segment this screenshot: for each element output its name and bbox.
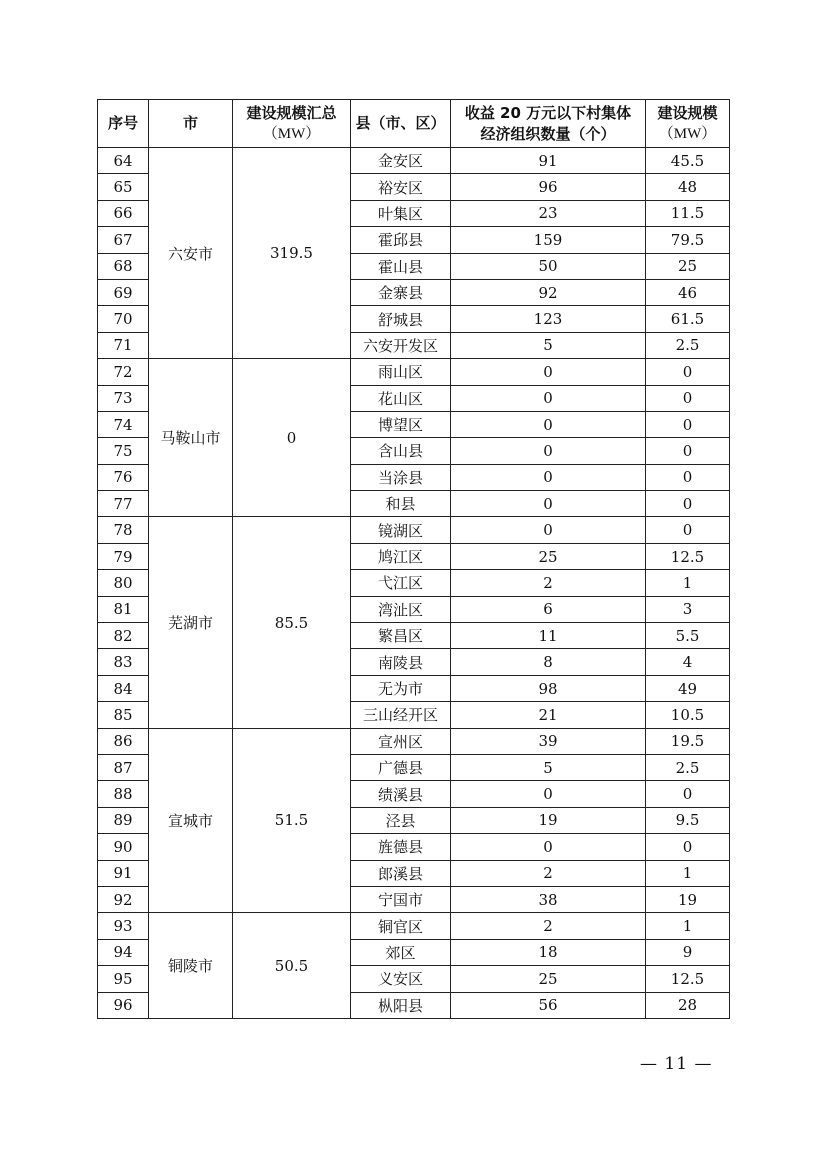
- seq-cell: 87: [98, 754, 149, 780]
- org-count-cell: 0: [451, 517, 646, 543]
- org-count-cell: 25: [451, 966, 646, 992]
- county-cell: 镜湖区: [351, 517, 451, 543]
- county-cell: 郎溪县: [351, 860, 451, 886]
- org-count-cell: 0: [451, 781, 646, 807]
- table-row: [98, 913, 730, 939]
- county-cell: 无为市: [351, 675, 451, 701]
- county-cell: 南陵县: [351, 649, 451, 675]
- county-cell: 湾沚区: [351, 596, 451, 622]
- scale-cell: 45.5: [646, 148, 730, 174]
- county-cell: 六安开发区: [351, 332, 451, 358]
- seq-cell: 67: [98, 227, 149, 253]
- seq-cell: 95: [98, 966, 149, 992]
- city-cell: 马鞍山市: [149, 359, 233, 517]
- org-count-cell: 159: [451, 227, 646, 253]
- seq-cell: 77: [98, 491, 149, 517]
- county-cell: 金安区: [351, 148, 451, 174]
- scale-cell: 46: [646, 279, 730, 305]
- org-count-cell: 38: [451, 886, 646, 912]
- seq-cell: 89: [98, 807, 149, 833]
- county-cell: 宣州区: [351, 728, 451, 754]
- org-count-cell: 5: [451, 754, 646, 780]
- org-count-cell: 0: [451, 359, 646, 385]
- scale-cell: 0: [646, 464, 730, 490]
- org-count-cell: 98: [451, 675, 646, 701]
- seq-cell: 75: [98, 438, 149, 464]
- county-cell: 裕安区: [351, 174, 451, 200]
- seq-cell: 76: [98, 464, 149, 490]
- seq-cell: 82: [98, 623, 149, 649]
- county-cell: 鸠江区: [351, 543, 451, 569]
- county-cell: 霍山县: [351, 253, 451, 279]
- county-cell: 霍邱县: [351, 227, 451, 253]
- city-cell: 芜湖市: [149, 517, 233, 728]
- county-cell: 当涂县: [351, 464, 451, 490]
- header-org-count-line2: 经济组织数量（个）: [480, 124, 616, 143]
- county-cell: 三山经开区: [351, 702, 451, 728]
- county-cell: 铜官区: [351, 913, 451, 939]
- org-count-cell: 123: [451, 306, 646, 332]
- scale-cell: 19: [646, 886, 730, 912]
- seq-cell: 71: [98, 332, 149, 358]
- org-count-cell: 96: [451, 174, 646, 200]
- org-count-cell: 6: [451, 596, 646, 622]
- total-scale-cell: 50.5: [233, 913, 351, 1019]
- seq-cell: 96: [98, 992, 149, 1018]
- seq-cell: 79: [98, 543, 149, 569]
- seq-cell: 65: [98, 174, 149, 200]
- org-count-cell: 2: [451, 860, 646, 886]
- scale-cell: 0: [646, 385, 730, 411]
- scale-cell: 49: [646, 675, 730, 701]
- header-scale-unit: （MW）: [658, 125, 717, 142]
- scale-cell: 11.5: [646, 200, 730, 226]
- seq-cell: 72: [98, 359, 149, 385]
- county-data-table: [97, 99, 730, 1019]
- seq-cell: 93: [98, 913, 149, 939]
- county-cell: 含山县: [351, 438, 451, 464]
- header-city: 市: [149, 100, 233, 148]
- seq-cell: 81: [98, 596, 149, 622]
- scale-cell: 0: [646, 438, 730, 464]
- scale-cell: 10.5: [646, 702, 730, 728]
- table-header: [98, 100, 730, 148]
- seq-cell: 83: [98, 649, 149, 675]
- county-cell: 泾县: [351, 807, 451, 833]
- county-cell: 博望区: [351, 411, 451, 437]
- county-cell: 弋江区: [351, 570, 451, 596]
- scale-cell: 0: [646, 491, 730, 517]
- seq-cell: 68: [98, 253, 149, 279]
- city-cell: 铜陵市: [149, 913, 233, 1019]
- org-count-cell: 0: [451, 438, 646, 464]
- scale-cell: 0: [646, 781, 730, 807]
- scale-cell: 1: [646, 913, 730, 939]
- seq-cell: 86: [98, 728, 149, 754]
- header-total-scale: [233, 100, 351, 148]
- county-cell: 雨山区: [351, 359, 451, 385]
- total-scale-cell: 85.5: [233, 517, 351, 728]
- scale-cell: 9: [646, 939, 730, 965]
- org-count-cell: 0: [451, 464, 646, 490]
- header-seq: 序号: [98, 100, 149, 148]
- scale-cell: 79.5: [646, 227, 730, 253]
- header-scale-line1: 建设规模: [657, 103, 718, 122]
- header-row: [98, 100, 730, 148]
- header-scale: [646, 100, 730, 148]
- county-cell: 广德县: [351, 754, 451, 780]
- org-count-cell: 0: [451, 385, 646, 411]
- org-count-cell: 18: [451, 939, 646, 965]
- scale-cell: 28: [646, 992, 730, 1018]
- county-cell: 宁国市: [351, 886, 451, 912]
- scale-cell: 4: [646, 649, 730, 675]
- org-count-cell: 0: [451, 834, 646, 860]
- scale-cell: 2.5: [646, 754, 730, 780]
- scale-cell: 2.5: [646, 332, 730, 358]
- scale-cell: 12.5: [646, 966, 730, 992]
- county-cell: 舒城县: [351, 306, 451, 332]
- table-row: [98, 728, 730, 754]
- county-cell: 和县: [351, 491, 451, 517]
- county-cell: 叶集区: [351, 200, 451, 226]
- org-count-cell: 56: [451, 992, 646, 1018]
- scale-cell: 0: [646, 834, 730, 860]
- scale-cell: 9.5: [646, 807, 730, 833]
- scale-cell: 12.5: [646, 543, 730, 569]
- seq-cell: 88: [98, 781, 149, 807]
- org-count-cell: 8: [451, 649, 646, 675]
- org-count-cell: 39: [451, 728, 646, 754]
- org-count-cell: 50: [451, 253, 646, 279]
- org-count-cell: 92: [451, 279, 646, 305]
- table-body: [98, 148, 730, 1019]
- seq-cell: 91: [98, 860, 149, 886]
- scale-cell: 61.5: [646, 306, 730, 332]
- header-county: 县（市、区）: [351, 100, 451, 148]
- county-cell: 旌德县: [351, 834, 451, 860]
- page-number: — 11 —: [640, 1054, 713, 1074]
- seq-cell: 85: [98, 702, 149, 728]
- org-count-cell: 0: [451, 491, 646, 517]
- seq-cell: 94: [98, 939, 149, 965]
- county-cell: 义安区: [351, 966, 451, 992]
- seq-cell: 90: [98, 834, 149, 860]
- seq-cell: 73: [98, 385, 149, 411]
- header-org-count-line1: 收益 20 万元以下村集体: [464, 103, 632, 122]
- org-count-cell: 2: [451, 913, 646, 939]
- seq-cell: 80: [98, 570, 149, 596]
- seq-cell: 66: [98, 200, 149, 226]
- org-count-cell: 21: [451, 702, 646, 728]
- org-count-cell: 25: [451, 543, 646, 569]
- scale-cell: 25: [646, 253, 730, 279]
- scale-cell: 5.5: [646, 623, 730, 649]
- seq-cell: 92: [98, 886, 149, 912]
- scale-cell: 19.5: [646, 728, 730, 754]
- scale-cell: 0: [646, 411, 730, 437]
- org-count-cell: 0: [451, 411, 646, 437]
- county-cell: 繁昌区: [351, 623, 451, 649]
- header-total-scale-unit: （MW）: [262, 125, 321, 142]
- seq-cell: 84: [98, 675, 149, 701]
- seq-cell: 74: [98, 411, 149, 437]
- seq-cell: 64: [98, 148, 149, 174]
- scale-cell: 0: [646, 517, 730, 543]
- county-cell: 郊区: [351, 939, 451, 965]
- total-scale-cell: 51.5: [233, 728, 351, 913]
- org-count-cell: 19: [451, 807, 646, 833]
- county-cell: 绩溪县: [351, 781, 451, 807]
- seq-cell: 70: [98, 306, 149, 332]
- table-row: [98, 359, 730, 385]
- total-scale-cell: 319.5: [233, 148, 351, 359]
- county-cell: 金寨县: [351, 279, 451, 305]
- county-cell: 枞阳县: [351, 992, 451, 1018]
- header-total-scale-line1: 建设规模汇总: [246, 103, 337, 122]
- seq-cell: 78: [98, 517, 149, 543]
- org-count-cell: 23: [451, 200, 646, 226]
- scale-cell: 0: [646, 359, 730, 385]
- county-cell: 花山区: [351, 385, 451, 411]
- org-count-cell: 5: [451, 332, 646, 358]
- header-org-count: [451, 100, 646, 148]
- scale-cell: 48: [646, 174, 730, 200]
- org-count-cell: 2: [451, 570, 646, 596]
- scale-cell: 1: [646, 570, 730, 596]
- city-cell: 宣城市: [149, 728, 233, 913]
- scale-cell: 3: [646, 596, 730, 622]
- org-count-cell: 11: [451, 623, 646, 649]
- scale-cell: 1: [646, 860, 730, 886]
- seq-cell: 69: [98, 279, 149, 305]
- city-cell: 六安市: [149, 148, 233, 359]
- total-scale-cell: 0: [233, 359, 351, 517]
- org-count-cell: 91: [451, 148, 646, 174]
- table-row: [98, 148, 730, 174]
- table-row: [98, 517, 730, 543]
